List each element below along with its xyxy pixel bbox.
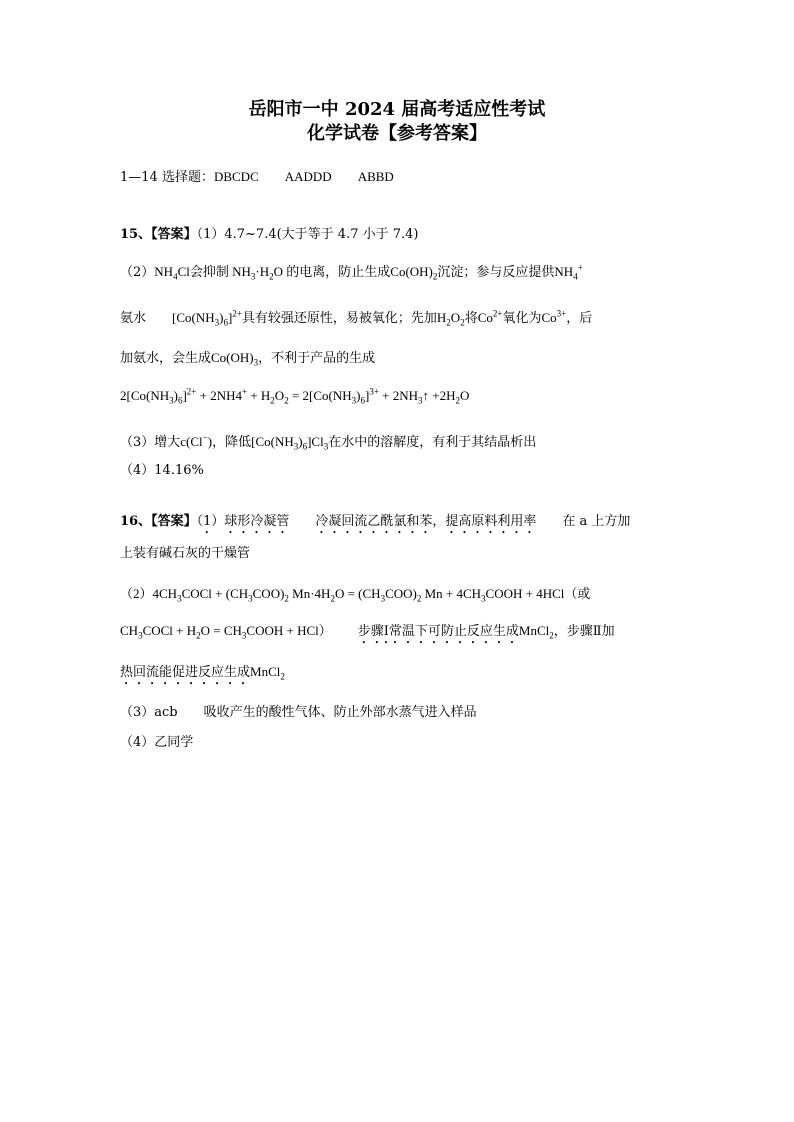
formula-co-nh3-6-cl3: $[Co(NH_3)_6]Cl_3$ — [251, 434, 329, 452]
q15-part2-line3 — [120, 348, 375, 369]
q16-part2-text-b: （或 — [564, 586, 591, 601]
formula-nh4cl: $NH_4Cl$ — [154, 264, 190, 282]
q15-part2-line2 — [120, 308, 592, 329]
formula-h2o2: $H_2O_2$ — [436, 310, 465, 328]
formula-co-nh3-6-2plus: $[Co(NH_3)_6]^{2+}$ — [172, 308, 242, 328]
q15-part2-text-j: 加氨水，会生成 — [120, 351, 212, 366]
q15-part2-text-d: 沉淀；参与反应提供 — [437, 265, 555, 280]
formula-co-2plus: $Co^{2+}$ — [477, 308, 503, 325]
q15-part1 — [120, 225, 419, 245]
q16-part2-label: （2） — [120, 586, 153, 601]
q15-part3-text-b: ，降低 — [212, 435, 252, 450]
formula-mncl2: MnCl$_2$ — [518, 623, 554, 641]
q16-part1-text-c: 在 a 上方加 — [562, 514, 631, 529]
choice-group-3: ABBD — [357, 169, 394, 184]
q16-number: 16、【答案】 — [120, 514, 197, 529]
q16-part2-text-f: 热回流能促进反应生成 — [120, 665, 251, 680]
q15-part3-text-a: （3）增大 — [120, 435, 181, 450]
formula-mncl2-2: MnCl$_2$ — [250, 664, 285, 682]
q16-part1-text-a: （1）球形冷凝管 — [196, 514, 290, 529]
q16-part3-text-a: （3）acb — [120, 705, 178, 720]
choice-label: 1—14 选择题： — [120, 170, 214, 185]
q16-part4: （4）乙同学 — [120, 735, 194, 750]
q16-part2-line1: $(2)4CH_3COCl + (CH_3COO)_2$ $Mn\cdot 4H_2O = (CH_3COO)_2$ $Mn + 4CH_3COOH + 4HCl$（或 — [120, 586, 591, 604]
choice-group-1: DBCDC — [213, 169, 259, 184]
page-title: 岳阳市一中 2024 届高考适应性考试 — [248, 99, 546, 120]
q15-part3 — [120, 432, 536, 453]
q15-number: 15、【答案】 — [120, 227, 197, 242]
q15-part3-text-c: 在水中的溶解度，有利于其结晶析出 — [328, 435, 537, 450]
q16-part2-line3 — [120, 662, 285, 688]
q15-equation: $2[Co(NH_3)_6]^{2+} + 2NH4^+ + H_2O_2 = 2[Co(NH_3)_6]^{3+}$ + $2NH_3↑ +2H_2O$ — [120, 386, 470, 406]
q15-part2-line1 — [120, 262, 583, 283]
page-subtitle: 化学试卷【参考答案】 — [307, 123, 487, 144]
q16-part2-text-d: 步骤Ⅰ常温下可防止反应生成 — [357, 624, 519, 639]
q16-part1-text-b: 冷凝回流乙酰氯和苯，提高原料利用率 — [315, 514, 537, 529]
q15-part4: （4）14.16% — [120, 463, 204, 478]
q16-part2-text-e: ，步骤Ⅱ加 — [553, 624, 615, 639]
q16-part2-text-c: ） — [318, 624, 332, 639]
q15-part2-text-e: 氨水 — [120, 311, 147, 326]
q15-part2-text-g: 将 — [464, 311, 478, 326]
choice-group-2: AADDD — [284, 169, 332, 184]
q16-part1-line2: 上装有碱石灰的干燥管 — [120, 546, 251, 561]
q15-part2-text-b: 会抑制 — [189, 265, 229, 280]
formula-nh3-h2o: $NH_3\cdot H_2O$ — [228, 264, 287, 282]
formula-ch3cocl-h2o: $CH_3COCl + H_2O$ = $CH_3COOH$ + HCl — [120, 623, 319, 641]
q15-part1-text: （1）4.7~7.4(大于等于 4.7 小于 7.4) — [196, 227, 419, 242]
q15-part2-text-h: 氧化为 — [502, 311, 542, 326]
q16-part1-line1 — [120, 512, 630, 537]
q16-part2-line2 — [120, 621, 615, 647]
q16-part3 — [120, 703, 477, 723]
q15-part2-label: （2） — [120, 265, 155, 280]
q16-part3-text-b: 吸收产生的酸性气体、防止外部水蒸气进入样品 — [203, 705, 477, 720]
q15-part2-text-i: ，后 — [566, 311, 593, 326]
formula-co-oh-3: $Co(OH)_3$ — [211, 350, 259, 368]
formula-c-cl-minus: c(Cl−) — [180, 432, 213, 449]
formula-co-3plus: $Co^{3+}$ — [541, 308, 567, 325]
formula-nh4-plus: $NH_4^+$ — [554, 262, 583, 282]
choice-answers — [120, 167, 394, 188]
q15-part2-text-c: 的电离，防止生成 — [286, 265, 391, 280]
q15-part2-text-k: ，不利于产品的生成 — [258, 351, 376, 366]
q15-part2-text-f: 具有较强还原性，易被氧化；先加 — [241, 311, 437, 326]
formula-co-oh-2: $Co(OH)_2$ — [390, 264, 438, 282]
